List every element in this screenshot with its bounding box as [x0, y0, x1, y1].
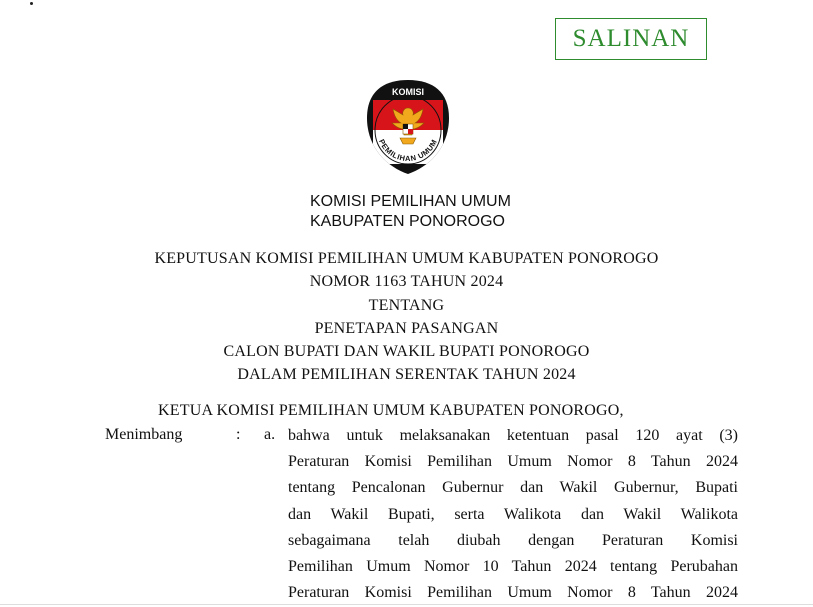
copy-stamp: SALINAN	[555, 18, 707, 60]
emblem-bottom-text: PEMILIHAN UMUM	[377, 137, 440, 163]
page-edge	[0, 604, 813, 605]
paragraph-line: Peraturan Komisi Pemilihan Umum Nomor 8 Tahun 2024	[288, 584, 738, 602]
kpu-garuda-emblem-icon	[365, 78, 451, 176]
institution-regency: KABUPATEN PONOROGO	[310, 213, 505, 230]
paragraph-line: tentang Pencalonan Gubernur dan Wakil Gubernur, Bupati	[288, 479, 738, 497]
issuer-heading: KETUA KOMISI PEMILIHAN UMUM KABUPATEN PONOROGO,	[158, 402, 624, 419]
considering-label: Menimbang	[105, 426, 183, 443]
decree-title: KEPUTUSAN KOMISI PEMILIHAN UMUM KABUPATEN PONOROGO	[154, 250, 659, 267]
paragraph-line: dan Wakil Bupati, serta Walikota dan Wakil Walikota	[288, 505, 738, 523]
paragraph-line: Peraturan Komisi Pemilihan Umum Nomor 8 Tahun 2024	[288, 453, 738, 471]
decree-subject-1: PENETAPAN PASANGAN	[314, 320, 499, 337]
paragraph-line: Pemilihan Umum Nomor 10 Tahun 2024 tentang Perubahan	[288, 557, 738, 575]
paragraph-line: sebagaimana telah diubah dengan Peraturan Komisi	[288, 531, 738, 549]
decree-about: TENTANG	[368, 297, 445, 314]
decree-number: NOMOR 1163 TAHUN 2024	[309, 273, 504, 290]
emblem-top-text: KOMISI	[391, 87, 425, 97]
item-letter: a.	[264, 426, 276, 443]
scan-speck	[30, 2, 33, 5]
institution-name: KOMISI PEMILIHAN UMUM	[310, 193, 511, 210]
paragraph-line: bahwa untuk melaksanakan ketentuan pasal 120 ayat (3)	[288, 427, 738, 444]
decree-subject-2: CALON BUPATI DAN WAKIL BUPATI PONOROGO	[223, 343, 590, 360]
considering-colon: :	[236, 426, 241, 443]
decree-subject-3: DALAM PEMILIHAN SERENTAK TAHUN 2024	[237, 366, 576, 383]
considering-paragraph	[288, 423, 738, 606]
